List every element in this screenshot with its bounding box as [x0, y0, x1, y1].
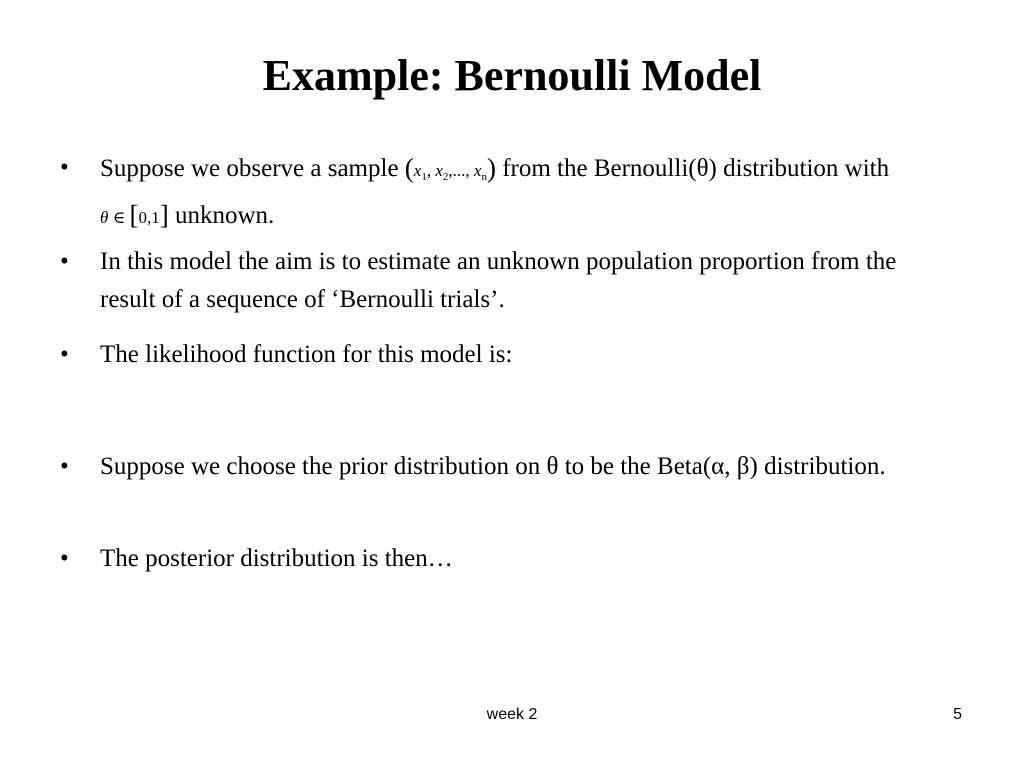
bullet-marker: •: [60, 248, 69, 275]
bullet-text-mid: from the Bernoulli(θ) distribution with: [495, 155, 890, 182]
theta-interval-formula: θ ∈ [0,1]: [100, 200, 169, 230]
page-number: 5: [953, 706, 962, 723]
bullet-marker: •: [60, 545, 69, 572]
bullet-text: In this model the aim is to estimate an unknown population proportion from the result of a sequence of ‘Bernoulli trials’.: [100, 248, 897, 313]
bullet-item-prior: [60, 448, 920, 486]
bullet-marker: •: [60, 154, 69, 181]
bullet-marker: •: [60, 453, 69, 480]
bullet-item-posterior: [60, 540, 920, 578]
bullet-text: The likelihood function for this model is:: [100, 341, 513, 368]
bullet-item-sample: [60, 149, 920, 237]
footer-week-label: week 2: [486, 706, 538, 723]
bullet-text: The posterior distribution is then…: [100, 545, 453, 572]
bullet-marker: •: [60, 341, 69, 368]
slide-title: Example: Bernoulli Model: [262, 51, 762, 100]
sample-formula: ($x_1$, $x_2$,..., $x_n$): [404, 153, 496, 183]
bullet-text-pre: Suppose we observe a sample: [100, 155, 405, 182]
bullet-text: Suppose we choose the prior distribution on θ to be the Beta(α, β) distribution.: [100, 453, 886, 480]
bullet-item-aim: [60, 243, 920, 319]
bullet-item-likelihood: [60, 336, 920, 374]
bullet-text-post: unknown.: [168, 202, 275, 229]
